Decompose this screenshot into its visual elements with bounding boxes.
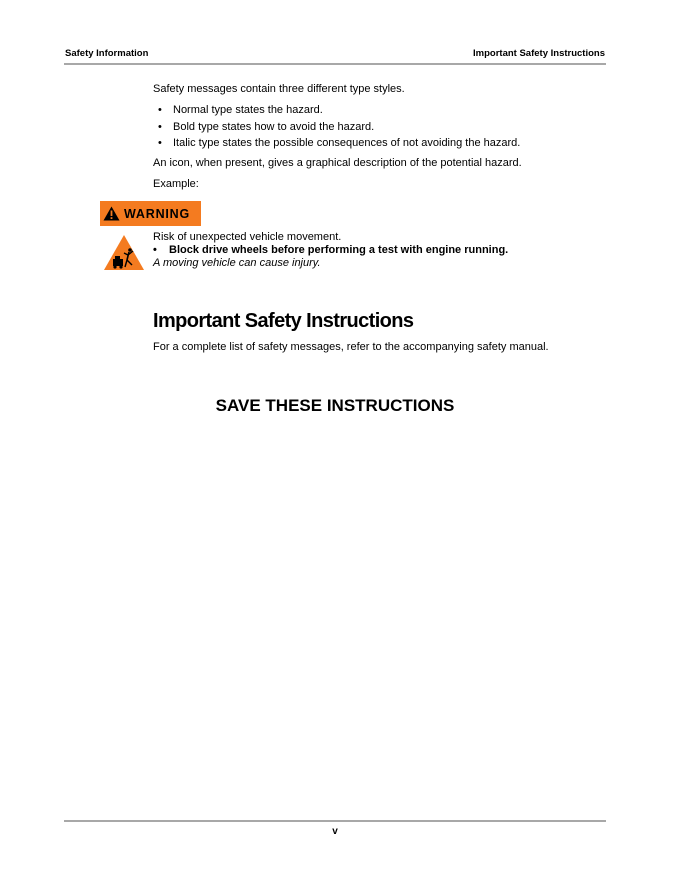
list-item (153, 136, 593, 150)
bullet: • (158, 137, 162, 149)
avoidance-text: Block drive wheels before performing a test with engine running. (169, 244, 509, 256)
intro-text: Safety messages contain three different type styles. (153, 83, 405, 95)
type-styles-list (153, 103, 593, 150)
vehicle-movement-hazard-icon (103, 234, 145, 271)
bullet: • (158, 104, 162, 116)
list-item-text: Normal type states the hazard. (173, 104, 323, 116)
list-item (153, 120, 593, 134)
bullet: • (153, 244, 157, 256)
icon-description: An icon, when present, gives a graphical description of the potential hazard. (153, 157, 522, 169)
page-header (64, 47, 606, 65)
caution-triangle-icon (103, 206, 120, 221)
warning-label: WARNING (124, 206, 191, 221)
header-section-name: Safety Information (65, 48, 149, 59)
bullet: • (158, 120, 162, 133)
section-title: Important Safety Instructions (153, 310, 414, 332)
page-number: v (332, 826, 338, 837)
list-item-text: Bold type states how to avoid the hazard. (173, 120, 375, 133)
intro-content (153, 82, 593, 191)
list-item (153, 103, 593, 117)
warning-badge (100, 201, 201, 226)
footer-divider (64, 820, 606, 822)
section-body: For a complete list of safety messages, refer to the accompanying safety manual. (153, 341, 549, 353)
warning-message (153, 231, 593, 270)
consequence-statement: A moving vehicle can cause injury. (153, 257, 321, 269)
avoidance-statement (153, 244, 593, 257)
save-instructions-heading: SAVE THESE INSTRUCTIONS (215, 396, 455, 415)
list-item-text: Italic type states the possible consequences of not avoiding the hazard. (173, 137, 521, 149)
header-chapter-title: Important Safety Instructions (473, 48, 605, 59)
hazard-statement: Risk of unexpected vehicle movement. (153, 231, 342, 243)
example-label: Example: (153, 178, 199, 190)
